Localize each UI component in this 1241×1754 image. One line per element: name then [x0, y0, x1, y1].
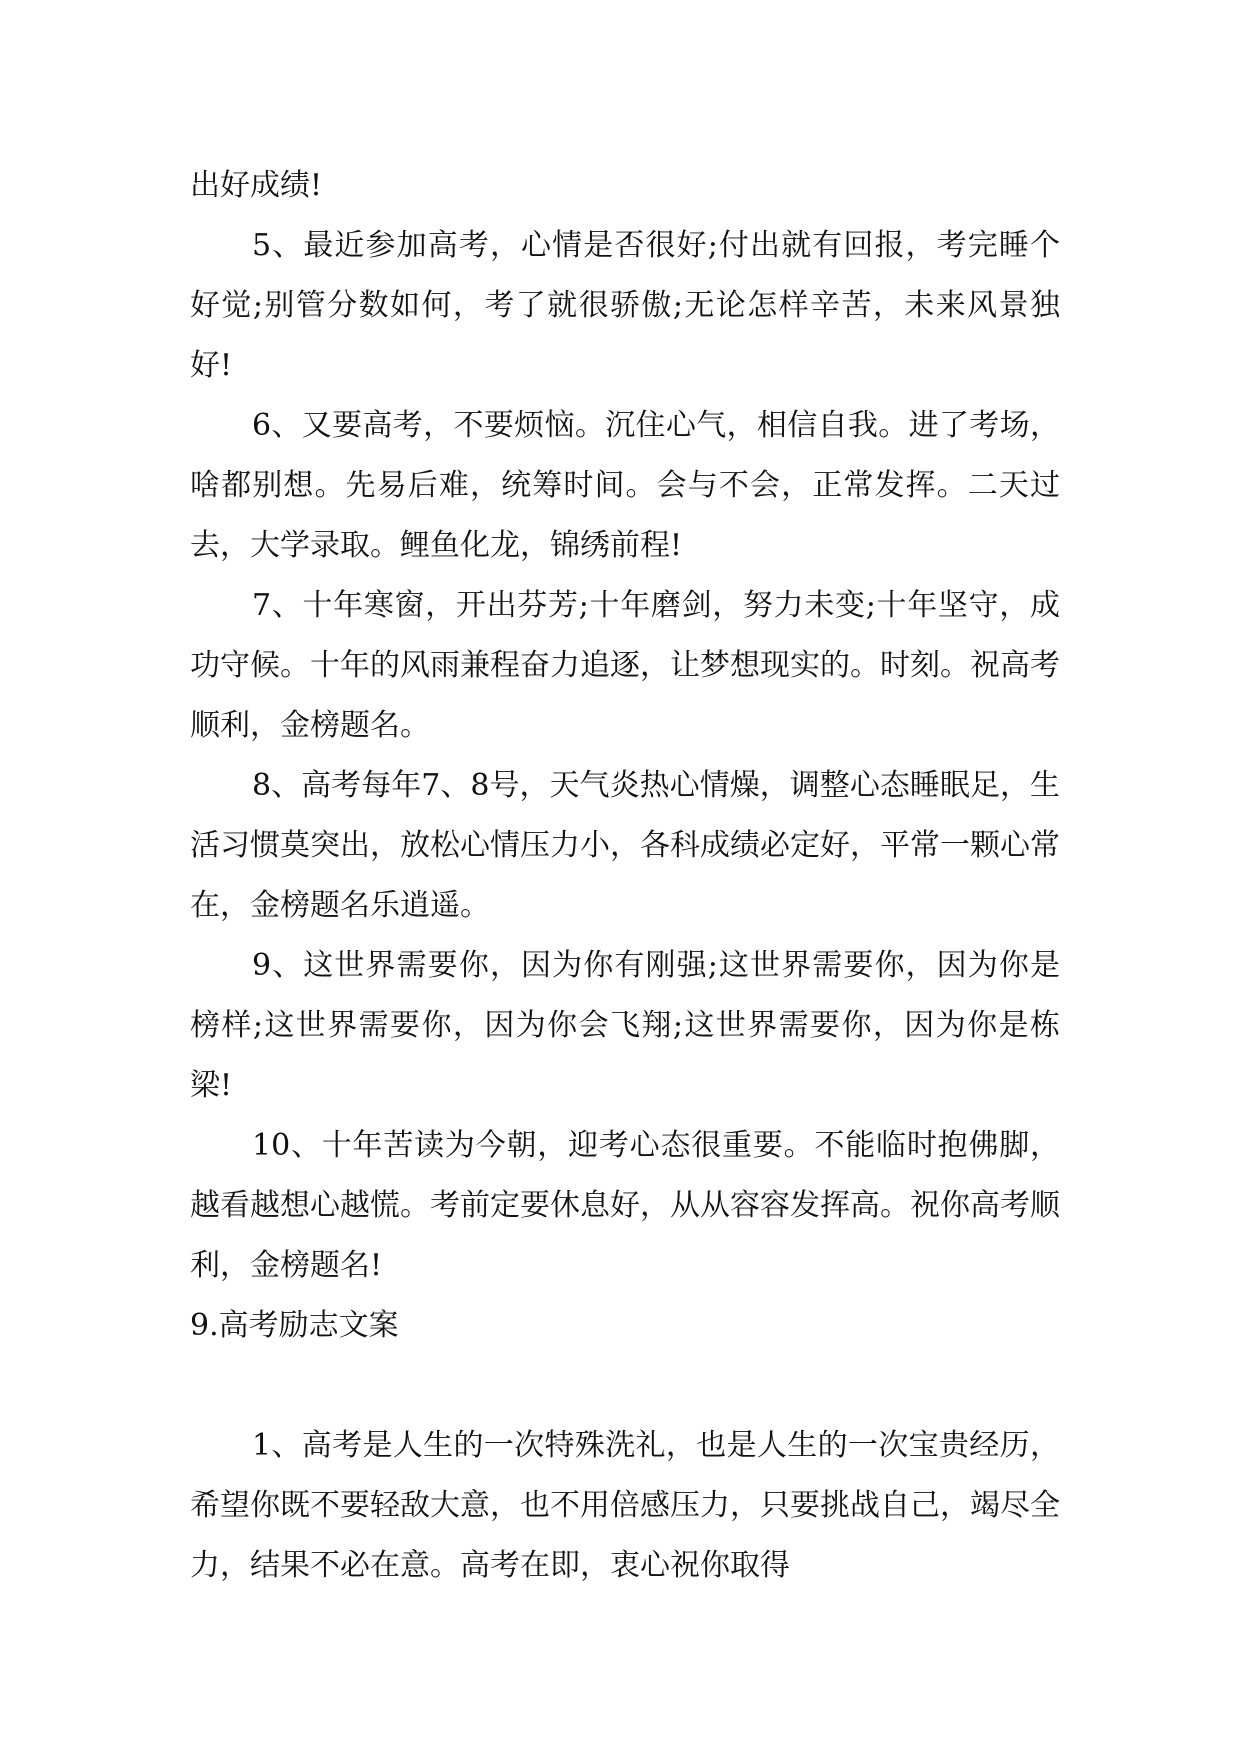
paragraph-item-8: 8、高考每年7、8号，天气炎热心情燥，调整心态睡眠足，生活习惯莫突出，放松心情压力小，各科成绩必定好，平常一颗心常在，金榜题名乐逍遥。 [190, 768, 1060, 923]
paragraph-item-9: 9、这世界需要你，因为你有刚强;这世界需要你，因为你是榜样;这世界需要你，因为你会飞翔;这世界需要你，因为你是栋梁! [190, 948, 1060, 1103]
document-body [190, 156, 1060, 1596]
opening-fragment: 出好成绩! [190, 168, 323, 203]
paragraph-item-1: 1、高考是人生的一次特殊洗礼，也是人生的一次宝贵经历，希望你既不要轻敌大意，也不用倍感压力，只要挑战自己，竭尽全力，结果不必在意。高考在即，衷心祝你取得 [190, 1428, 1060, 1583]
section-spacer [190, 1356, 1060, 1416]
paragraph-item-6: 6、又要高考，不要烦恼。沉住心气，相信自我。进了考场，啥都别想。先易后难，统筹时间。会与不会，正常发挥。二天过去，大学录取。鲤鱼化龙，锦绣前程! [190, 408, 1060, 563]
paragraph-item-10: 10、十年苦读为今朝，迎考心态很重要。不能临时抱佛脚，越看越想心越慌。考前定要休息好，从从容容发挥高。祝你高考顺利，金榜题名! [190, 1128, 1060, 1283]
paragraph-item-5: 5、最近参加高考，心情是否很好;付出就有回报，考完睡个好觉;别管分数如何，考了就很骄傲;无论怎样辛苦，未来风景独好! [190, 228, 1060, 383]
section-heading: 9.高考励志文案 [190, 1308, 399, 1343]
paragraph-item-7: 7、十年寒窗，开出芬芳;十年磨剑，努力未变;十年坚守，成功守候。十年的风雨兼程奋力追逐，让梦想现实的。时刻。祝高考顺利，金榜题名。 [190, 588, 1060, 743]
